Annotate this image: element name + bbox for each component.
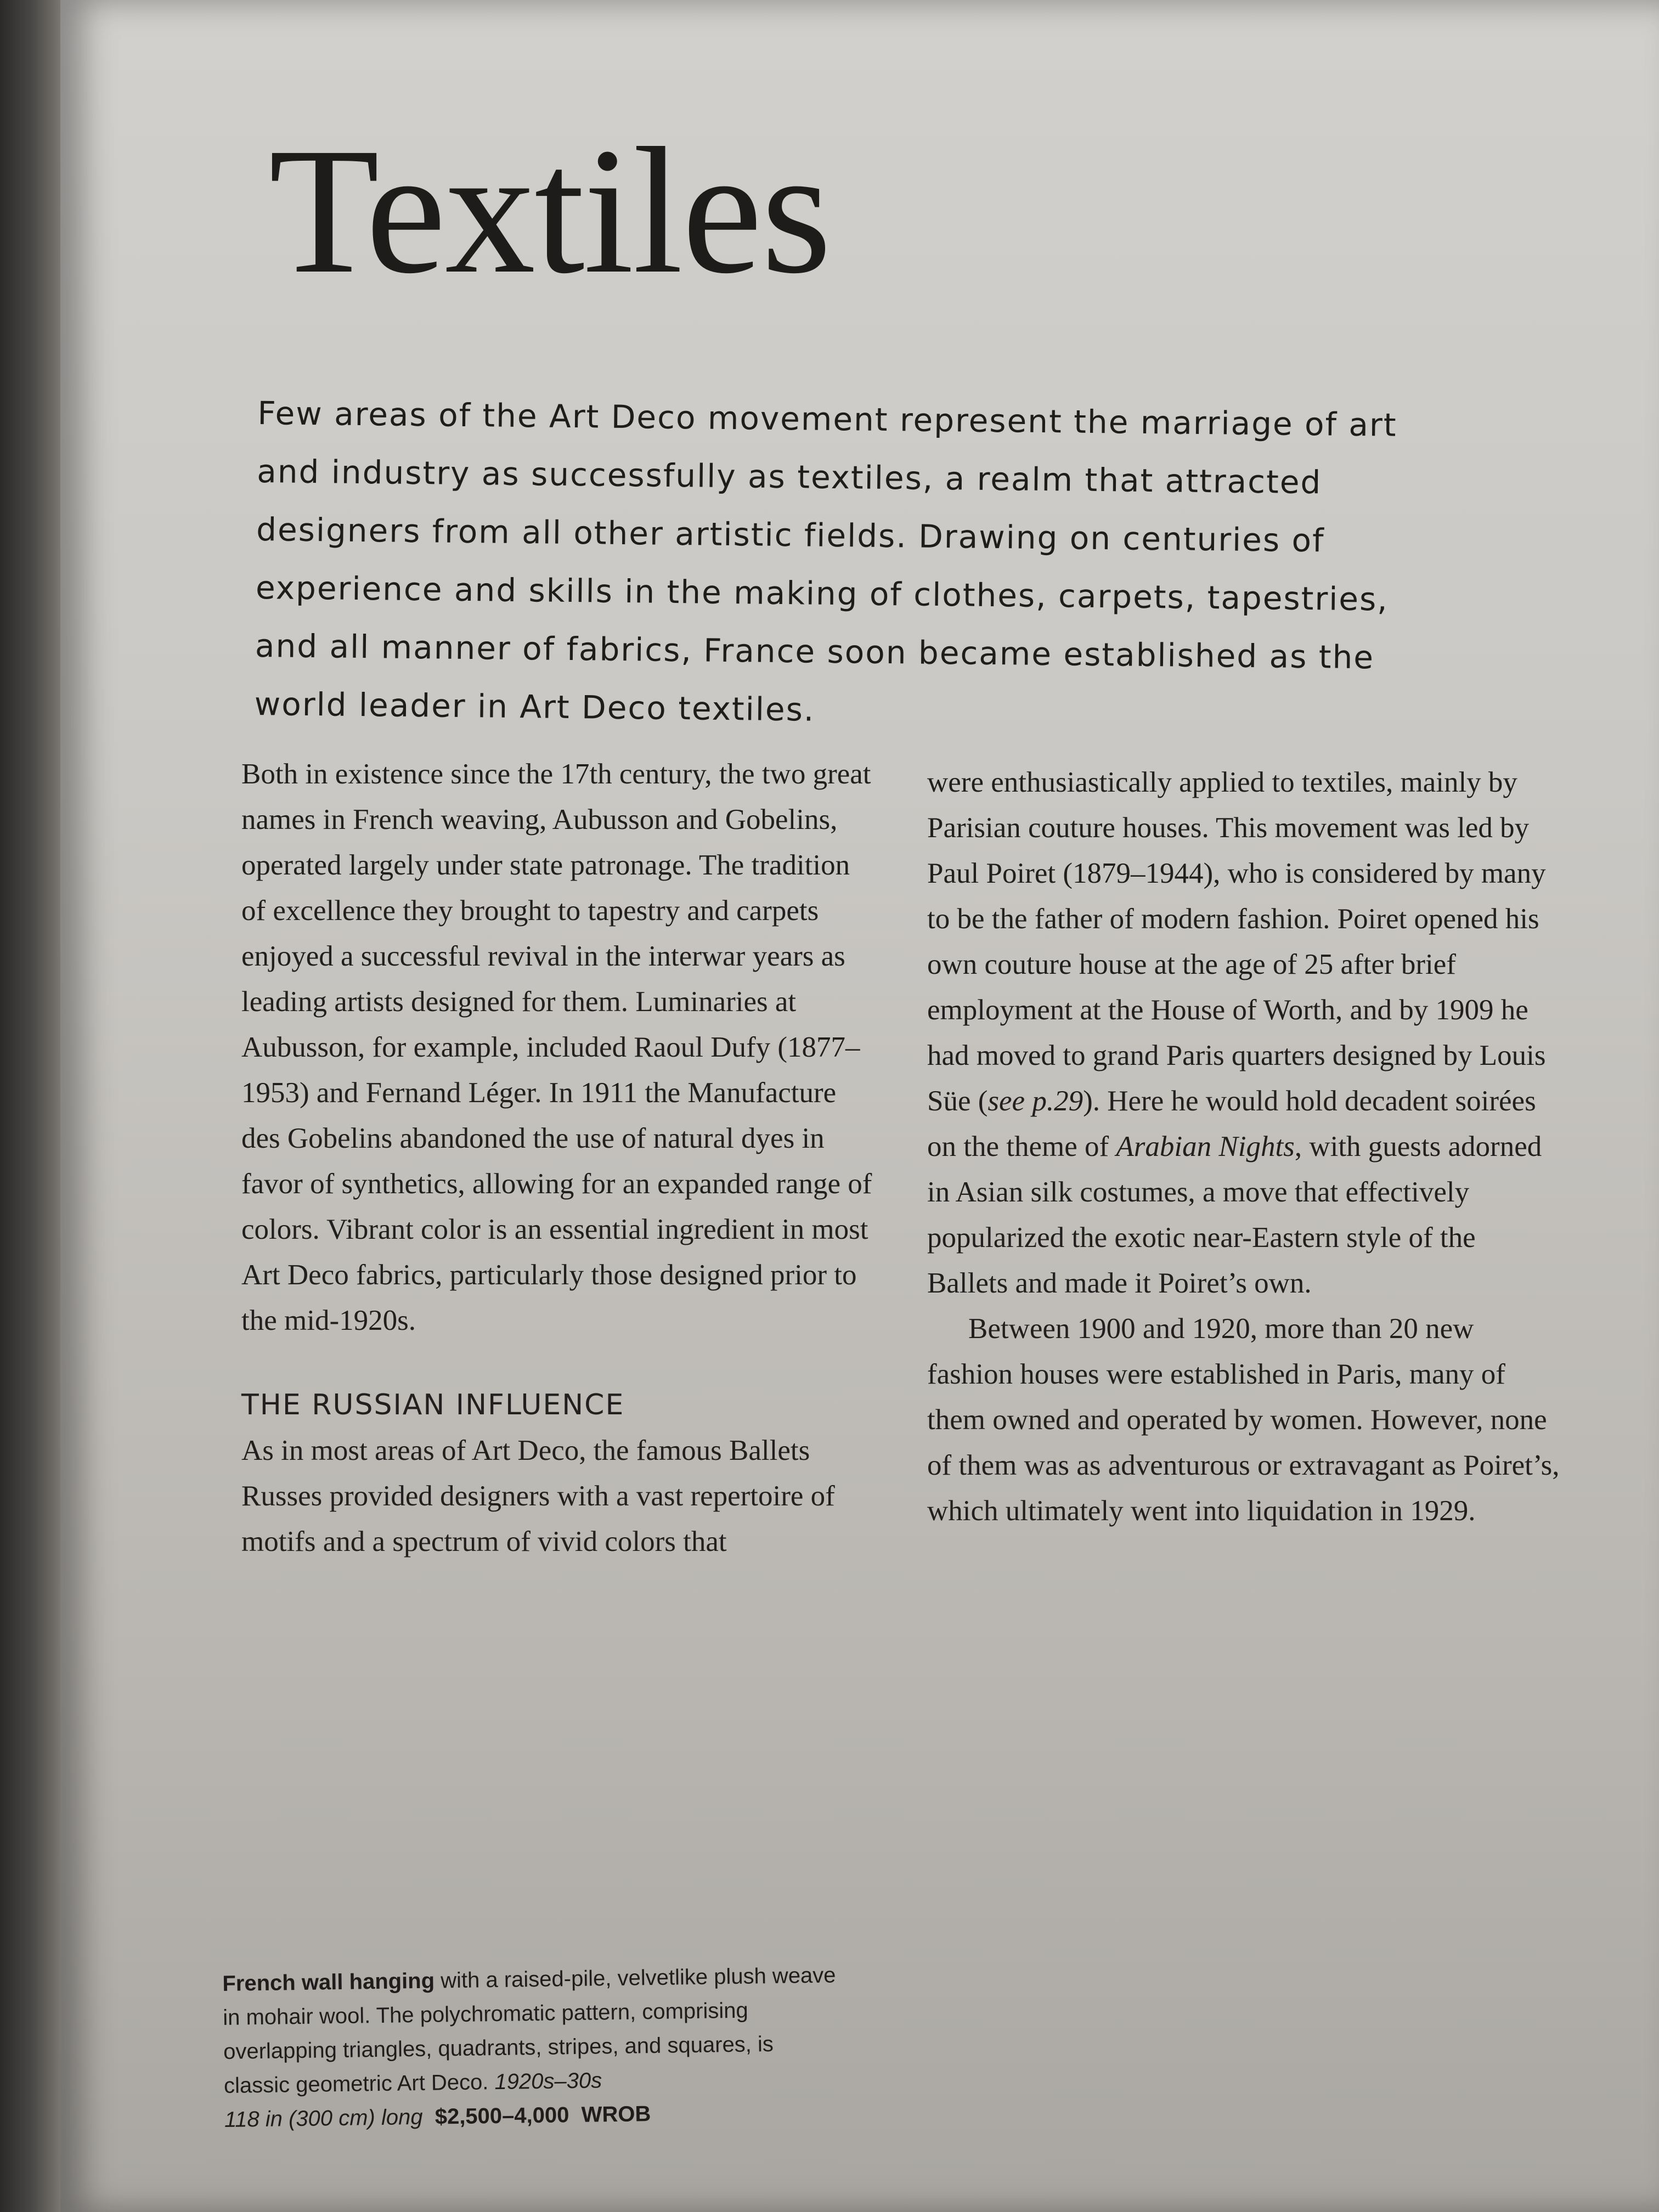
caption-description: with a raised-pile, velvetlike plush weave in mohair wool. The polychromatic pattern, comprising overlapping triangles, quadrants, stripes, and squares, is classic geometric Art Deco. xyxy=(222,1963,836,2098)
page-title: Textiles xyxy=(269,111,831,311)
caption-item-name: French wall hanging xyxy=(222,1968,435,1996)
left-column xyxy=(241,752,878,1565)
body-paragraph: As in most areas of Art Deco, the famous Ballets Russes provided designers with a vast repertoire of motifs and a spectrum of vivid colors that xyxy=(241,1435,835,1558)
right-column xyxy=(927,760,1564,1534)
page-reference: see p.29 xyxy=(988,1085,1084,1117)
book-page xyxy=(60,0,1659,2212)
image-caption xyxy=(222,1958,839,2137)
body-text: , with guests adorned in Asian silk costumes, a move that effectively popularized the exotic near-Eastern style of the Ballets and made it Poiret’s own. xyxy=(927,1131,1542,1299)
body-paragraph xyxy=(927,760,1564,1306)
body-text: ). Here he would hold decadent soirées on the theme of xyxy=(927,1085,1536,1163)
caption-source-code: WROB xyxy=(581,2102,651,2127)
body-text: were enthusiastically applied to textiles, mainly by Parisian couture houses. This movement was led by Paul Poiret (1879–1944), who is considered by many to be the father of modern fashion. Poiret opened his own couture house at the age of 25 after brief employment at the House of Worth, and by 1909 he had moved to grand Paris quarters designed by Louis Süe ( xyxy=(927,766,1546,1117)
intro-paragraph: Few areas of the Art Deco movement represent the marriage of art and industry as successfully as textiles, a realm that attracted designers from all other artistic fields. Drawing on centuries of experience and skills in the making of clothes, carpets, tapestries, and all manner of fabrics, France soon became established as the world leader in Art Deco textiles. xyxy=(254,394,1397,729)
caption-date: 1920s–30s xyxy=(494,2068,602,2095)
body-paragraph: Both in existence since the 17th century, the two great names in French weaving, Aubusson and Gobelins, operated largely under state patronage. The tradition of excellence they brought to tapestry and carpets enjoyed a successful revival in the interwar years as leading artists designed for them. Luminaries at Aubusson, for example, included Raoul Dufy (1877–1953) and Fernand Léger. In 1911 the Manufacture des Gobelins abandoned the use of natural dyes in favor of synthetics, allowing for an expanded range of colors. Vibrant color is an essential ingredient in most Art Deco fabrics, particularly those designed prior to the mid-1920s. xyxy=(241,758,872,1336)
work-title: Arabian Nights xyxy=(1116,1131,1295,1163)
section-heading: THE RUSSIAN INFLUENCE xyxy=(241,1389,625,1421)
body-paragraph: Between 1900 and 1920, more than 20 new fashion houses were established in Paris, many of them owned and operated by women. However, none of them was as adventurous or extravagant as Poiret’s, which ultimately went into liquidation in 1929. xyxy=(927,1313,1560,1527)
caption-size: 118 in (300 cm) long xyxy=(224,2104,423,2132)
caption-price: $2,500–4,000 xyxy=(435,2103,569,2129)
